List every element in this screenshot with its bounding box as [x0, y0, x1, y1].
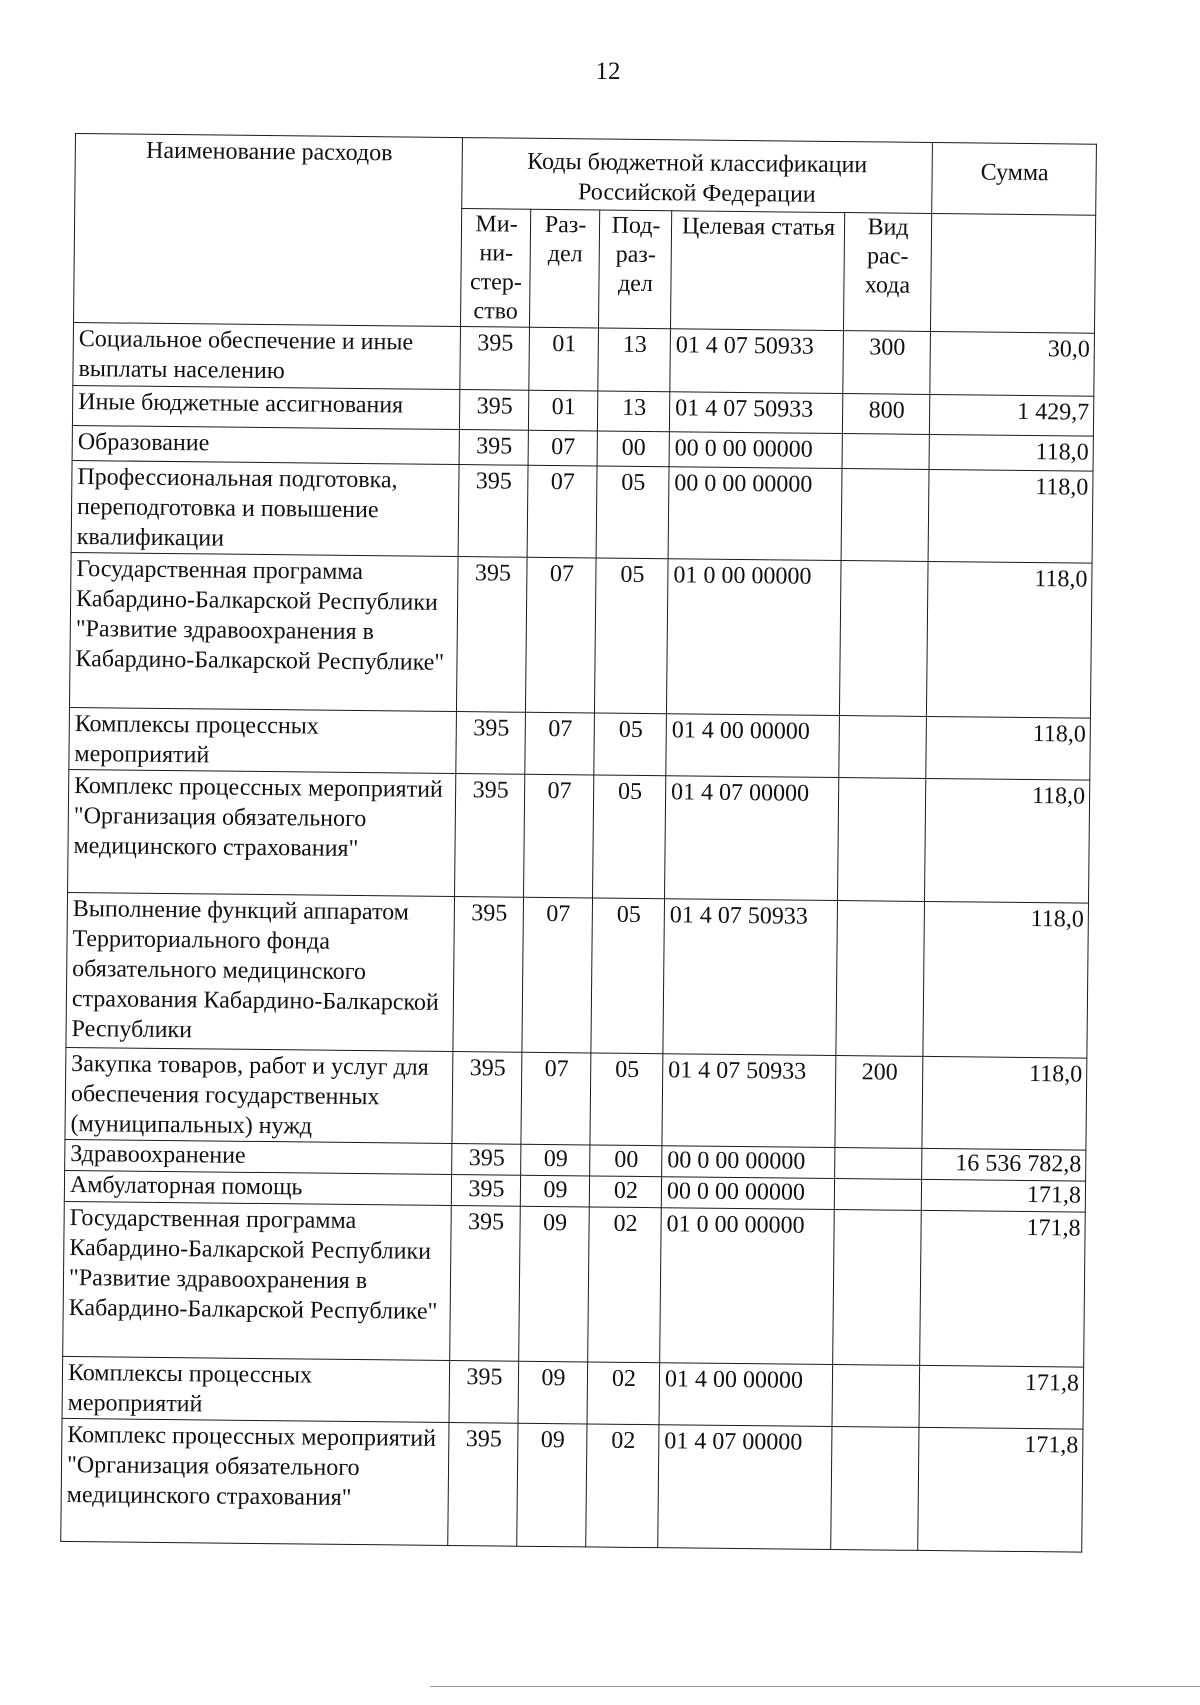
row-amount-cell: 171,8: [918, 1427, 1083, 1552]
header-ministry: Ми- ни- стер- ство: [460, 209, 530, 328]
row-type-cell: [831, 1426, 919, 1550]
row-amount-cell: 1 429,7: [929, 394, 1093, 436]
row-section-cell: 09: [517, 1423, 587, 1547]
row-ministry-cell: 395: [448, 1422, 518, 1546]
row-ministry-cell: 395: [451, 1175, 520, 1207]
row-target-cell: 01 4 07 50933: [670, 329, 844, 394]
table-row: [66, 892, 1089, 1058]
row-section-cell: 07: [525, 557, 596, 713]
row-type-cell: [836, 901, 925, 1057]
page-number: 12: [595, 58, 621, 85]
budget-table: [60, 133, 1097, 1553]
row-name-cell: Государственная программа Кабардино-Балкарской Республики "Развитие здравоохранения в Кабардино-Балкарской Республике": [69, 552, 458, 711]
row-subsection-cell: 05: [596, 466, 669, 559]
row-name-cell: Социальное обеспечение и иные выплаты населению: [73, 322, 461, 389]
row-subsection-cell: 05: [590, 1053, 663, 1146]
row-name-cell: Государственная программа Кабардино-Балкарской Республики "Развитие здравоохранения в Кабардино-Балкарской Республике": [63, 1201, 452, 1360]
row-ministry-cell: 395: [452, 1052, 522, 1145]
row-name-cell: Комплексы процессных мероприятий: [69, 707, 457, 773]
row-type-cell: [838, 778, 926, 902]
table-row: [63, 1201, 1086, 1367]
row-type-cell: [839, 561, 928, 717]
row-subsection-cell: 05: [593, 775, 666, 899]
row-type-cell: [841, 469, 929, 562]
row-amount-cell: 118,0: [928, 469, 1093, 563]
row-amount-cell: 171,8: [921, 1179, 1085, 1212]
header-row-top: [75, 134, 1097, 216]
row-name-cell: Закупка товаров, работ и услуг для обеспечения государственных (муниципальных) нужд: [65, 1047, 453, 1143]
table-row: [62, 1356, 1084, 1429]
row-section-cell: 09: [519, 1206, 590, 1362]
row-ministry-cell: 395: [449, 1360, 519, 1423]
row-target-cell: 01 4 00 00000: [659, 1363, 833, 1427]
row-ministry-cell: 395: [456, 712, 526, 775]
row-subsection-cell: 02: [589, 1176, 661, 1208]
row-type-cell: [834, 1179, 921, 1211]
row-section-cell: 07: [528, 430, 597, 466]
row-name-cell: Амбулаторная помощь: [64, 1170, 451, 1205]
table-body: [61, 322, 1095, 1552]
row-section-cell: 09: [521, 1144, 590, 1176]
row-target-cell: 01 4 07 00000: [665, 776, 839, 901]
row-amount-cell: 118,0: [929, 434, 1093, 471]
row-amount-cell: 171,8: [920, 1210, 1086, 1367]
row-subsection-cell: 05: [594, 558, 668, 714]
row-type-cell: [833, 1210, 922, 1366]
header-section: Раз- дел: [529, 209, 599, 328]
row-amount-cell: 118,0: [923, 901, 1089, 1058]
row-subsection-cell: 00: [597, 431, 669, 467]
row-amount-cell: 16 536 782,8: [922, 1148, 1086, 1181]
row-section-cell: 07: [522, 897, 593, 1053]
header-target: Целевая статья: [670, 211, 844, 331]
row-target-cell: 01 0 00 00000: [660, 1208, 835, 1365]
row-target-cell: 01 4 07 00000: [658, 1425, 832, 1550]
row-subsection-cell: 05: [594, 713, 667, 776]
row-section-cell: 07: [524, 774, 594, 898]
row-subsection-cell: 05: [591, 898, 665, 1054]
row-ministry-cell: 395: [459, 430, 528, 466]
row-subsection-cell: 02: [587, 1362, 660, 1425]
row-ministry-cell: 395: [458, 465, 528, 558]
table-row: [69, 707, 1091, 780]
row-section-cell: 09: [518, 1361, 588, 1424]
row-ministry-cell: 395: [450, 1205, 521, 1361]
row-name-cell: Комплексы процессных мероприятий: [62, 1356, 450, 1422]
row-name-cell: Комплекс процессных мероприятий "Организация обязательного медицинского страхования": [61, 1418, 449, 1545]
row-target-cell: 00 0 00 00000: [668, 467, 842, 561]
row-target-cell: 00 0 00 00000: [669, 432, 842, 469]
row-type-cell: [842, 434, 929, 470]
row-type-cell: 200: [835, 1056, 923, 1149]
header-codes-group: Коды бюджетной классификации Российской Федерации: [462, 138, 933, 214]
row-amount-cell: 30,0: [930, 331, 1095, 396]
table-row: [69, 552, 1092, 718]
row-ministry-cell: 395: [459, 390, 528, 431]
row-subsection-cell: 02: [588, 1207, 662, 1363]
header-sum: Сумма: [932, 142, 1097, 215]
row-subsection-cell: 00: [590, 1145, 662, 1177]
row-amount-cell: 118,0: [925, 778, 1090, 903]
row-section-cell: 01: [528, 390, 597, 431]
row-amount-cell: 171,8: [919, 1365, 1084, 1429]
row-ministry-cell: 395: [452, 1144, 521, 1176]
row-name-cell: Здравоохранение: [65, 1139, 452, 1174]
row-target-cell: 01 4 07 50933: [662, 1054, 836, 1148]
scan-edge-line: [430, 1686, 1200, 1687]
header-type: Вид рас- хода: [843, 213, 931, 332]
row-target-cell: 01 4 07 50933: [663, 899, 838, 1056]
row-name-cell: Профессиональная подготовка, переподготовка и повышение квалификации: [71, 460, 459, 556]
row-type-cell: 300: [843, 331, 931, 395]
row-target-cell: 01 4 07 50933: [669, 392, 842, 434]
row-name-cell: Комплекс процессных мероприятий "Организация обязательного медицинского страхования": [68, 769, 456, 896]
row-target-cell: 00 0 00 00000: [661, 1177, 834, 1210]
row-type-cell: [835, 1148, 922, 1180]
row-type-cell: 800: [842, 394, 929, 435]
row-section-cell: 07: [525, 712, 595, 775]
row-amount-cell: 118,0: [922, 1056, 1087, 1150]
row-amount-cell: 118,0: [926, 561, 1092, 718]
table-row: [71, 460, 1093, 563]
row-name-cell: Выполнение функций аппаратом Территориального фонда обязательного медицинского страхования Кабардино-Балкарской Республики: [66, 892, 455, 1051]
row-type-cell: [839, 716, 927, 779]
table-row: [61, 1418, 1083, 1552]
header-subsection: Под- раз- дел: [598, 210, 671, 329]
row-name-cell: Образование: [72, 425, 459, 464]
row-ministry-cell: 395: [460, 327, 530, 391]
row-section-cell: 07: [521, 1052, 591, 1145]
header-sum-blank: [930, 213, 1095, 333]
row-subsection-cell: 13: [598, 328, 671, 392]
row-section-cell: 07: [527, 465, 597, 558]
table-row: [65, 1047, 1087, 1150]
row-ministry-cell: 395: [453, 897, 524, 1053]
row-type-cell: [832, 1365, 920, 1428]
row-ministry-cell: 395: [455, 774, 525, 898]
header-name: Наименование расходов: [74, 134, 463, 327]
row-subsection-cell: 02: [586, 1424, 659, 1548]
table-row: [73, 322, 1095, 396]
row-target-cell: 01 0 00 00000: [666, 559, 841, 716]
row-target-cell: 00 0 00 00000: [662, 1146, 835, 1179]
row-section-cell: 01: [529, 327, 599, 391]
row-target-cell: 01 4 00 00000: [666, 714, 840, 778]
table-row: [68, 769, 1090, 903]
row-amount-cell: 118,0: [926, 716, 1091, 780]
row-section-cell: 09: [520, 1175, 589, 1207]
row-subsection-cell: 13: [597, 391, 669, 432]
row-ministry-cell: 395: [456, 557, 527, 713]
row-name-cell: Иные бюджетные ассигнования: [72, 385, 459, 429]
